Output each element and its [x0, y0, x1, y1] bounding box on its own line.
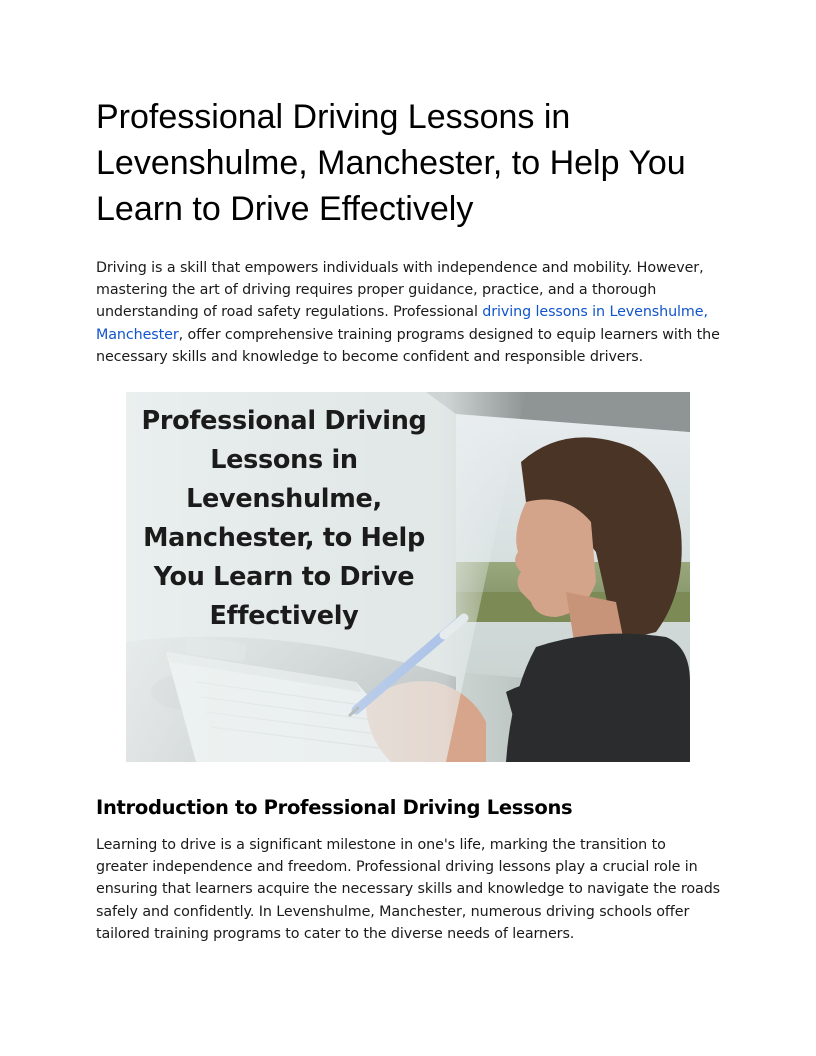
intro-paragraph	[96, 257, 720, 368]
caption-line: Manchester, to Help	[143, 523, 425, 554]
document-page	[96, 94, 720, 945]
page-title: Professional Driving Lessons in Levenshulme, Manchester, to Help You Learn to Drive Effectively	[96, 98, 686, 228]
section-heading: Introduction to Professional Driving Lessons	[96, 796, 573, 820]
intro-text-after-link: , offer comprehensive training programs designed to equip learners with the necessary skills and knowledge to become confident and responsible drivers.	[96, 326, 720, 365]
caption-line: Levenshulme,	[186, 484, 382, 515]
driving-lessons-link[interactable]: driving lessons in Levenshulme, Manchester	[96, 304, 708, 343]
caption-line: You Learn to Drive	[153, 562, 415, 593]
section-paragraph: Learning to drive is a significant milestone in one's life, marking the transition to greater independence and freedom. Professional driving lessons play a crucial role in ensuring that learners acquire the necessary skills and knowledge to navigate the roads safely and confidently. In Levenshulme, Manchester, numerous driving schools offer tailored training programs to cater to the diverse needs of learners.	[96, 837, 721, 942]
hero-image	[126, 392, 690, 762]
caption-line: Lessons in	[210, 445, 358, 476]
caption-line: Effectively	[209, 601, 359, 632]
intro-text-before-link: Driving is a skill that empowers individuals with independence and mobility. However, mastering the art of driving requires proper guidance, practice, and a thorough understanding of road safety regulations. Professional	[96, 260, 704, 321]
image-caption	[126, 402, 442, 636]
caption-line: Professional Driving	[141, 406, 427, 437]
